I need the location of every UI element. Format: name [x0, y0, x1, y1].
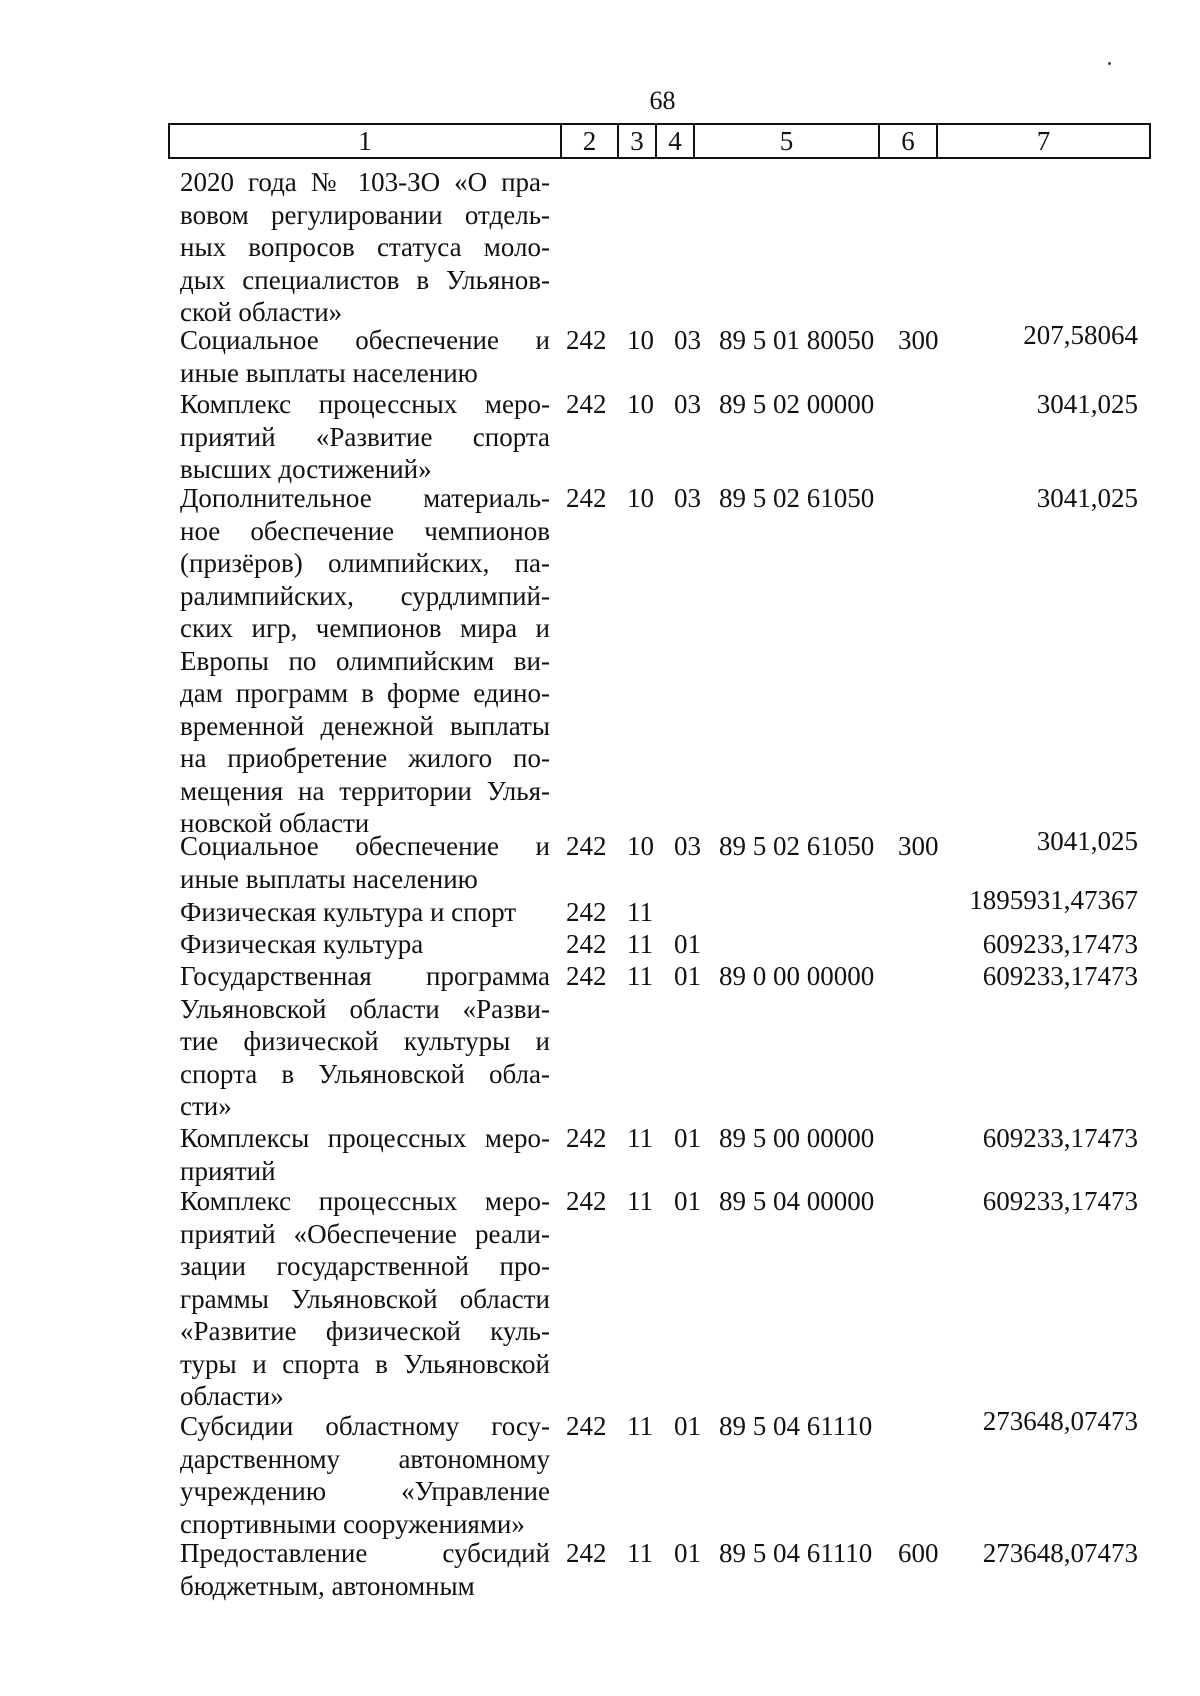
- cell-col-2: 242: [566, 389, 607, 419]
- header-col-4: 4: [657, 125, 695, 157]
- cell-col-4: 01: [674, 1538, 701, 1568]
- header-col-1: 1: [170, 125, 562, 157]
- cell-col-7: 3041,025: [1036, 389, 1138, 419]
- cell-col-7: 609233,17473: [982, 1186, 1138, 1216]
- cell-col-2: 242: [566, 325, 607, 355]
- cell-col-5: 89 0 00 00000: [719, 961, 875, 991]
- description-line: временной денежной выплаты: [180, 710, 550, 741]
- description-line: бюджетным, автономным: [180, 1570, 475, 1601]
- header-col-6: 6: [880, 125, 938, 157]
- description-line: Комплексы процессных меро-: [180, 1123, 550, 1153]
- description-line: Субсидии областному госу-: [180, 1411, 550, 1441]
- description-line: ных вопросов статуса моло-: [180, 232, 550, 262]
- description-line: Комплекс процессных меро-: [180, 389, 550, 419]
- cell-col-3: 11: [627, 929, 653, 959]
- description-line: Комплекс процессных меро-: [180, 1186, 550, 1216]
- cell-col-7: 609233,17473: [982, 1123, 1138, 1153]
- cell-col-6: 300: [898, 831, 939, 861]
- description-line: Физическая культура: [180, 929, 424, 959]
- description-line: (призёров) олимпийских, па-: [180, 548, 550, 578]
- description-line: области»: [180, 1381, 284, 1411]
- cell-col-7: 273648,07473: [982, 1538, 1138, 1568]
- cell-col-2: 242: [566, 897, 607, 927]
- cell-col-3: 10: [627, 483, 654, 513]
- description-line: 2020 года № 103-ЗО «О пра-: [180, 167, 550, 197]
- cell-col-2: 242: [566, 961, 607, 991]
- row-description: [180, 896, 550, 929]
- cell-col-3: 11: [627, 897, 653, 927]
- description-line: ских игр, чемпионов мира и: [180, 613, 550, 643]
- description-line: сти»: [180, 1091, 232, 1121]
- cell-col-7: 609233,17473: [982, 961, 1138, 991]
- cell-col-2: 242: [566, 483, 607, 513]
- cell-col-4: 03: [674, 483, 701, 513]
- scan-speck: [1108, 62, 1111, 65]
- description-line: высших достижений»: [180, 454, 432, 484]
- row-description: [180, 388, 550, 486]
- description-line: тие физической культуры и: [180, 1026, 550, 1056]
- cell-col-6: 300: [898, 325, 939, 355]
- row-description: [180, 928, 550, 961]
- cell-col-2: 242: [566, 1186, 607, 1216]
- description-line: «Развитие физической куль-: [180, 1316, 550, 1346]
- row-description: [180, 830, 550, 895]
- cell-col-3: 10: [627, 389, 654, 419]
- header-col-2: 2: [562, 125, 619, 157]
- description-line: Дополнительное материаль-: [180, 483, 550, 513]
- row-description: [180, 482, 550, 840]
- cell-col-3: 10: [627, 325, 654, 355]
- description-line: Социальное обеспечение и: [180, 325, 550, 355]
- description-line: на приобретение жилого по-: [180, 743, 550, 773]
- cell-col-4: 03: [674, 831, 701, 861]
- cell-col-3: 11: [627, 1538, 653, 1568]
- cell-col-3: 10: [627, 831, 654, 861]
- description-line: Физическая культура и спорт: [180, 897, 517, 927]
- cell-col-5: 89 5 02 61050: [719, 831, 875, 861]
- row-description: [180, 1410, 550, 1540]
- description-line: приятий «Развитие спорта: [180, 421, 550, 452]
- cell-col-5: 89 5 02 61050: [719, 483, 875, 513]
- description-line: дарственному автономному: [180, 1443, 550, 1474]
- description-line: Европы по олимпийским ви-: [180, 645, 550, 676]
- description-line: Предоставление субсидий: [180, 1538, 550, 1568]
- description-line: граммы Ульяновской области: [180, 1283, 550, 1314]
- row-description: [180, 166, 550, 329]
- cell-col-4: 03: [674, 325, 701, 355]
- cell-col-5: 89 5 00 00000: [719, 1123, 875, 1153]
- cell-col-4: 03: [674, 389, 701, 419]
- description-line: иные выплаты населению: [180, 357, 478, 388]
- cell-col-5: 89 5 04 61110: [719, 1538, 873, 1568]
- description-line: иные выплаты населению: [180, 863, 478, 894]
- row-description: [180, 1122, 550, 1187]
- description-line: спорта в Ульяновской обла-: [180, 1058, 550, 1089]
- row-description: [180, 1185, 550, 1413]
- description-line: Ульяновской области «Разви-: [180, 993, 550, 1024]
- cell-col-5: 89 5 04 00000: [719, 1186, 875, 1216]
- row-description: [180, 1537, 550, 1602]
- cell-col-4: 01: [674, 1123, 701, 1153]
- cell-col-3: 11: [627, 961, 653, 991]
- cell-col-4: 01: [674, 1186, 701, 1216]
- cell-col-4: 01: [674, 929, 701, 959]
- cell-col-7: 207,58064: [1023, 320, 1138, 350]
- cell-col-3: 11: [627, 1411, 653, 1441]
- cell-col-5: 89 5 02 00000: [719, 389, 875, 419]
- description-line: зации государственной про-: [180, 1251, 550, 1281]
- description-line: ралимпийских, сурдлимпий-: [180, 580, 550, 611]
- cell-col-2: 242: [566, 1123, 607, 1153]
- description-line: приятий: [180, 1155, 276, 1186]
- row-description: [180, 960, 550, 1123]
- description-line: вовом регулировании отдель-: [180, 199, 550, 230]
- description-line: ное обеспечение чемпионов: [180, 515, 550, 546]
- cell-col-4: 01: [674, 961, 701, 991]
- description-line: дам программ в форме едино-: [180, 678, 550, 708]
- description-line: спортивными сооружениями»: [180, 1508, 525, 1539]
- table-header: [168, 123, 1151, 159]
- cell-col-5: 89 5 01 80050: [719, 325, 875, 355]
- description-line: мещения на территории Улья-: [180, 775, 550, 806]
- cell-col-7: 1895931,47367: [969, 885, 1138, 915]
- cell-col-6: 600: [898, 1538, 939, 1568]
- cell-col-2: 242: [566, 831, 607, 861]
- row-description: [180, 324, 550, 389]
- cell-col-7: 3041,025: [1036, 826, 1138, 856]
- header-col-3: 3: [619, 125, 657, 157]
- header-col-7: 7: [1036, 126, 1051, 156]
- description-line: Социальное обеспечение и: [180, 831, 550, 861]
- header-col-5: 5: [695, 125, 880, 157]
- description-line: дых специалистов в Ульянов-: [180, 264, 550, 295]
- cell-col-4: 01: [674, 1411, 701, 1441]
- description-line: туры и спорта в Ульяновской: [180, 1348, 550, 1379]
- cell-col-5: 89 5 04 61110: [719, 1411, 873, 1441]
- cell-col-7: 3041,025: [1036, 483, 1138, 513]
- description-line: приятий «Обеспечение реали-: [180, 1218, 550, 1249]
- cell-col-7: 609233,17473: [982, 929, 1138, 959]
- description-line: Государственная программа: [180, 961, 550, 991]
- description-line: ской области»: [180, 297, 343, 327]
- cell-col-3: 11: [627, 1186, 653, 1216]
- cell-col-2: 242: [566, 1538, 607, 1568]
- cell-col-7: 273648,07473: [982, 1406, 1138, 1436]
- description-line: новской области: [180, 808, 370, 838]
- cell-col-3: 11: [627, 1123, 653, 1153]
- description-line: учреждению «Управление: [180, 1476, 550, 1506]
- cell-col-2: 242: [566, 1411, 607, 1441]
- cell-col-2: 242: [566, 929, 607, 959]
- page-number: 68: [649, 86, 676, 115]
